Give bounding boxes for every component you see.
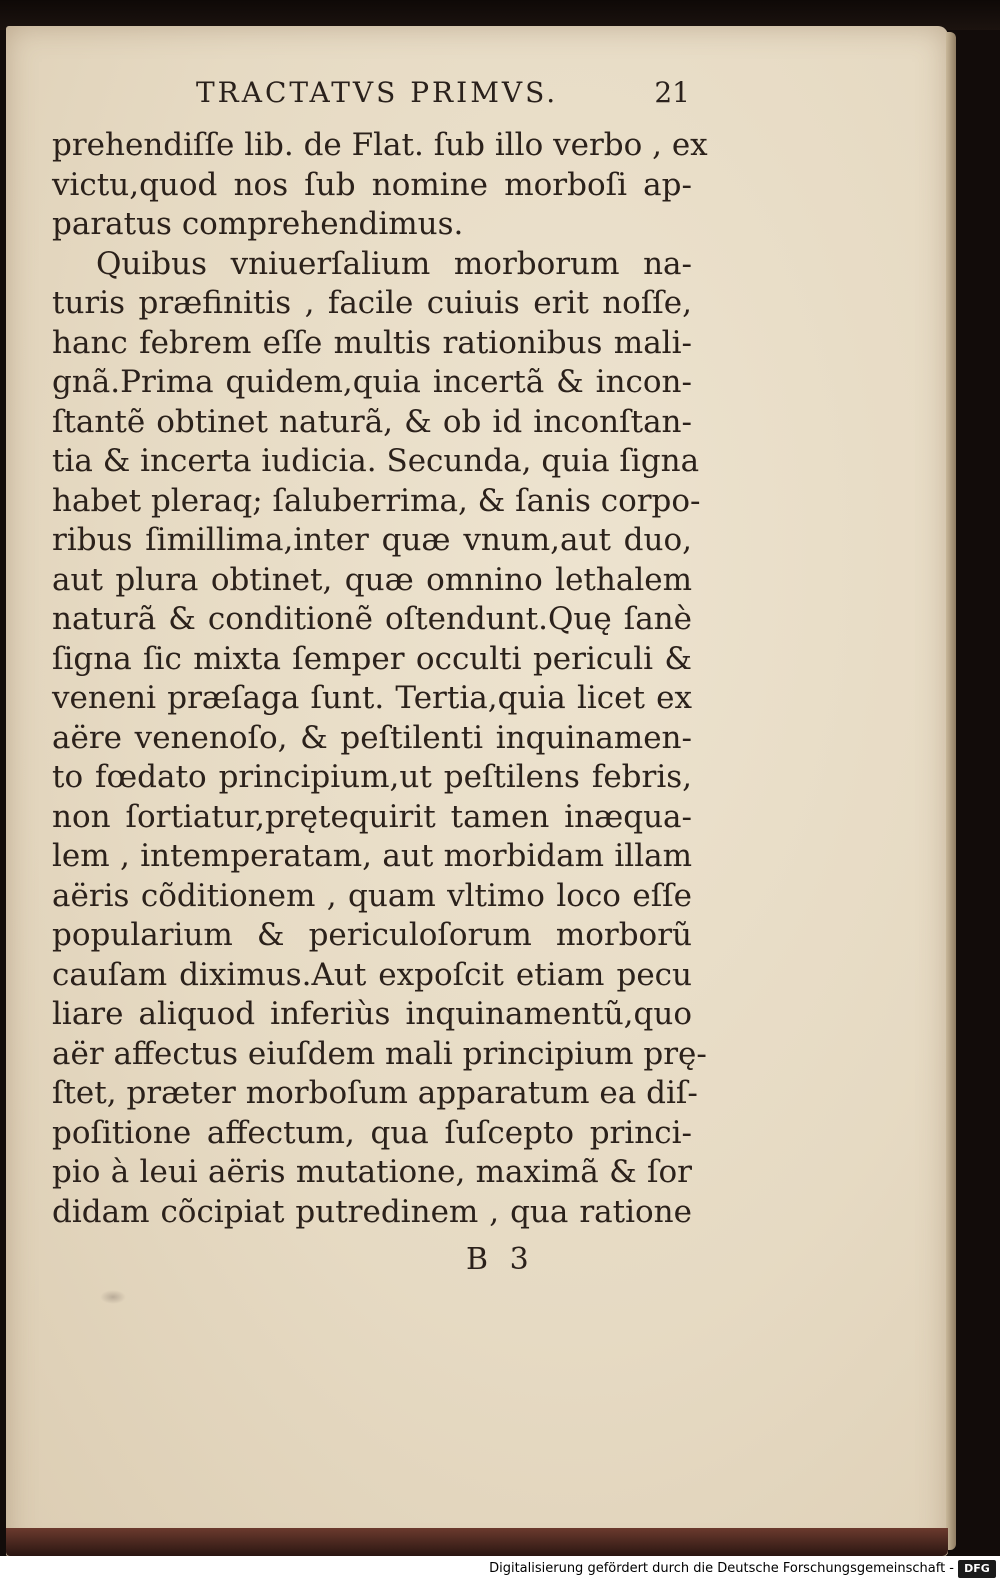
page-number: 21	[654, 76, 690, 109]
dfg-logo: DFG	[958, 1560, 996, 1578]
text-line: didam cõcipiat putredinem , qua ratione	[52, 1193, 692, 1230]
text-line: non ſortiatur,prętequirit tamen inæqua-	[52, 798, 692, 835]
text-line: ribus ſimillima,inter quæ vnum,aut duo,	[52, 522, 692, 558]
text-line: naturã & conditionẽ oſtendunt.Quę ſanè	[52, 601, 692, 637]
text-line: hanc febrem eſſe multis rationibus mali-	[52, 324, 692, 361]
text-line: aër affectus eiuſdem mali principium prę-	[52, 1035, 707, 1072]
text-line: lem , intemperatam, aut morbidam illam	[52, 838, 692, 874]
text-line: popularium & periculoſorum morborũ	[52, 917, 692, 953]
page-header	[196, 68, 696, 114]
body-text	[52, 126, 708, 1232]
text-line: poſitione affectum, qua ſuſcepto princi-	[52, 1114, 692, 1151]
funding-credit: Digitalisierung gefördert durch die Deutsche Forschungsgemeinschaft -	[489, 1561, 954, 1576]
text-line: turis præfinitis , facile cuiuis erit noſſe,	[52, 285, 692, 321]
text-line: ſtet, præter morboſum apparatum ea diſ-	[52, 1075, 698, 1111]
text-line: pio à leui aëris mutatione, maximã & ſor	[52, 1154, 692, 1190]
footer-bar	[0, 1556, 1000, 1583]
text-line: habet pleraq; ſaluberrima, & ſanis corpo-	[52, 482, 701, 519]
page-edge	[946, 32, 956, 1550]
text-line: aëre venenoſo, & peſtilenti inquinamen-	[52, 719, 692, 756]
text-line: cauſam diximus.Aut expoſcit etiam pecu	[52, 956, 692, 993]
text-line: Quibus vniuerſalium morborum na-	[96, 245, 692, 282]
text-line: veneni præſaga ſunt. Tertia,quia licet ex	[52, 680, 692, 716]
text-line: to fœdato principium,ut peſtilens febris,	[52, 759, 692, 795]
signature-mark: B 3	[466, 1242, 529, 1277]
paper-stain	[100, 1290, 126, 1304]
text-line: ſtantẽ obtinet naturã, & ob id inconſtan-	[52, 403, 692, 440]
book-cover-edge	[6, 1528, 948, 1556]
text-line: gnã.Prima quidem,quia incertã & incon-	[52, 364, 692, 400]
text-line: tia & incerta iudicia. Secunda, quia ſigna	[52, 443, 700, 479]
running-title: TRACTATVS PRIMVS.	[196, 76, 559, 109]
text-line: liare aliquod inferiùs inquinamentũ,quo	[52, 996, 692, 1032]
text-line: ſigna ſic mixta ſemper occulti periculi &	[52, 640, 692, 677]
text-line: victu,quod nos ſub nomine morboſi ap-	[52, 166, 692, 203]
text-line: paratus comprehendimus.	[52, 206, 464, 242]
text-line: aëris cõditionem , quam vltimo loco eſſe	[52, 877, 692, 914]
text-line: aut plura obtinet, quæ omnino lethalem	[52, 561, 692, 598]
text-line: prehendiſſe lib. de Flat. ſub illo verbo , ex	[52, 127, 708, 163]
